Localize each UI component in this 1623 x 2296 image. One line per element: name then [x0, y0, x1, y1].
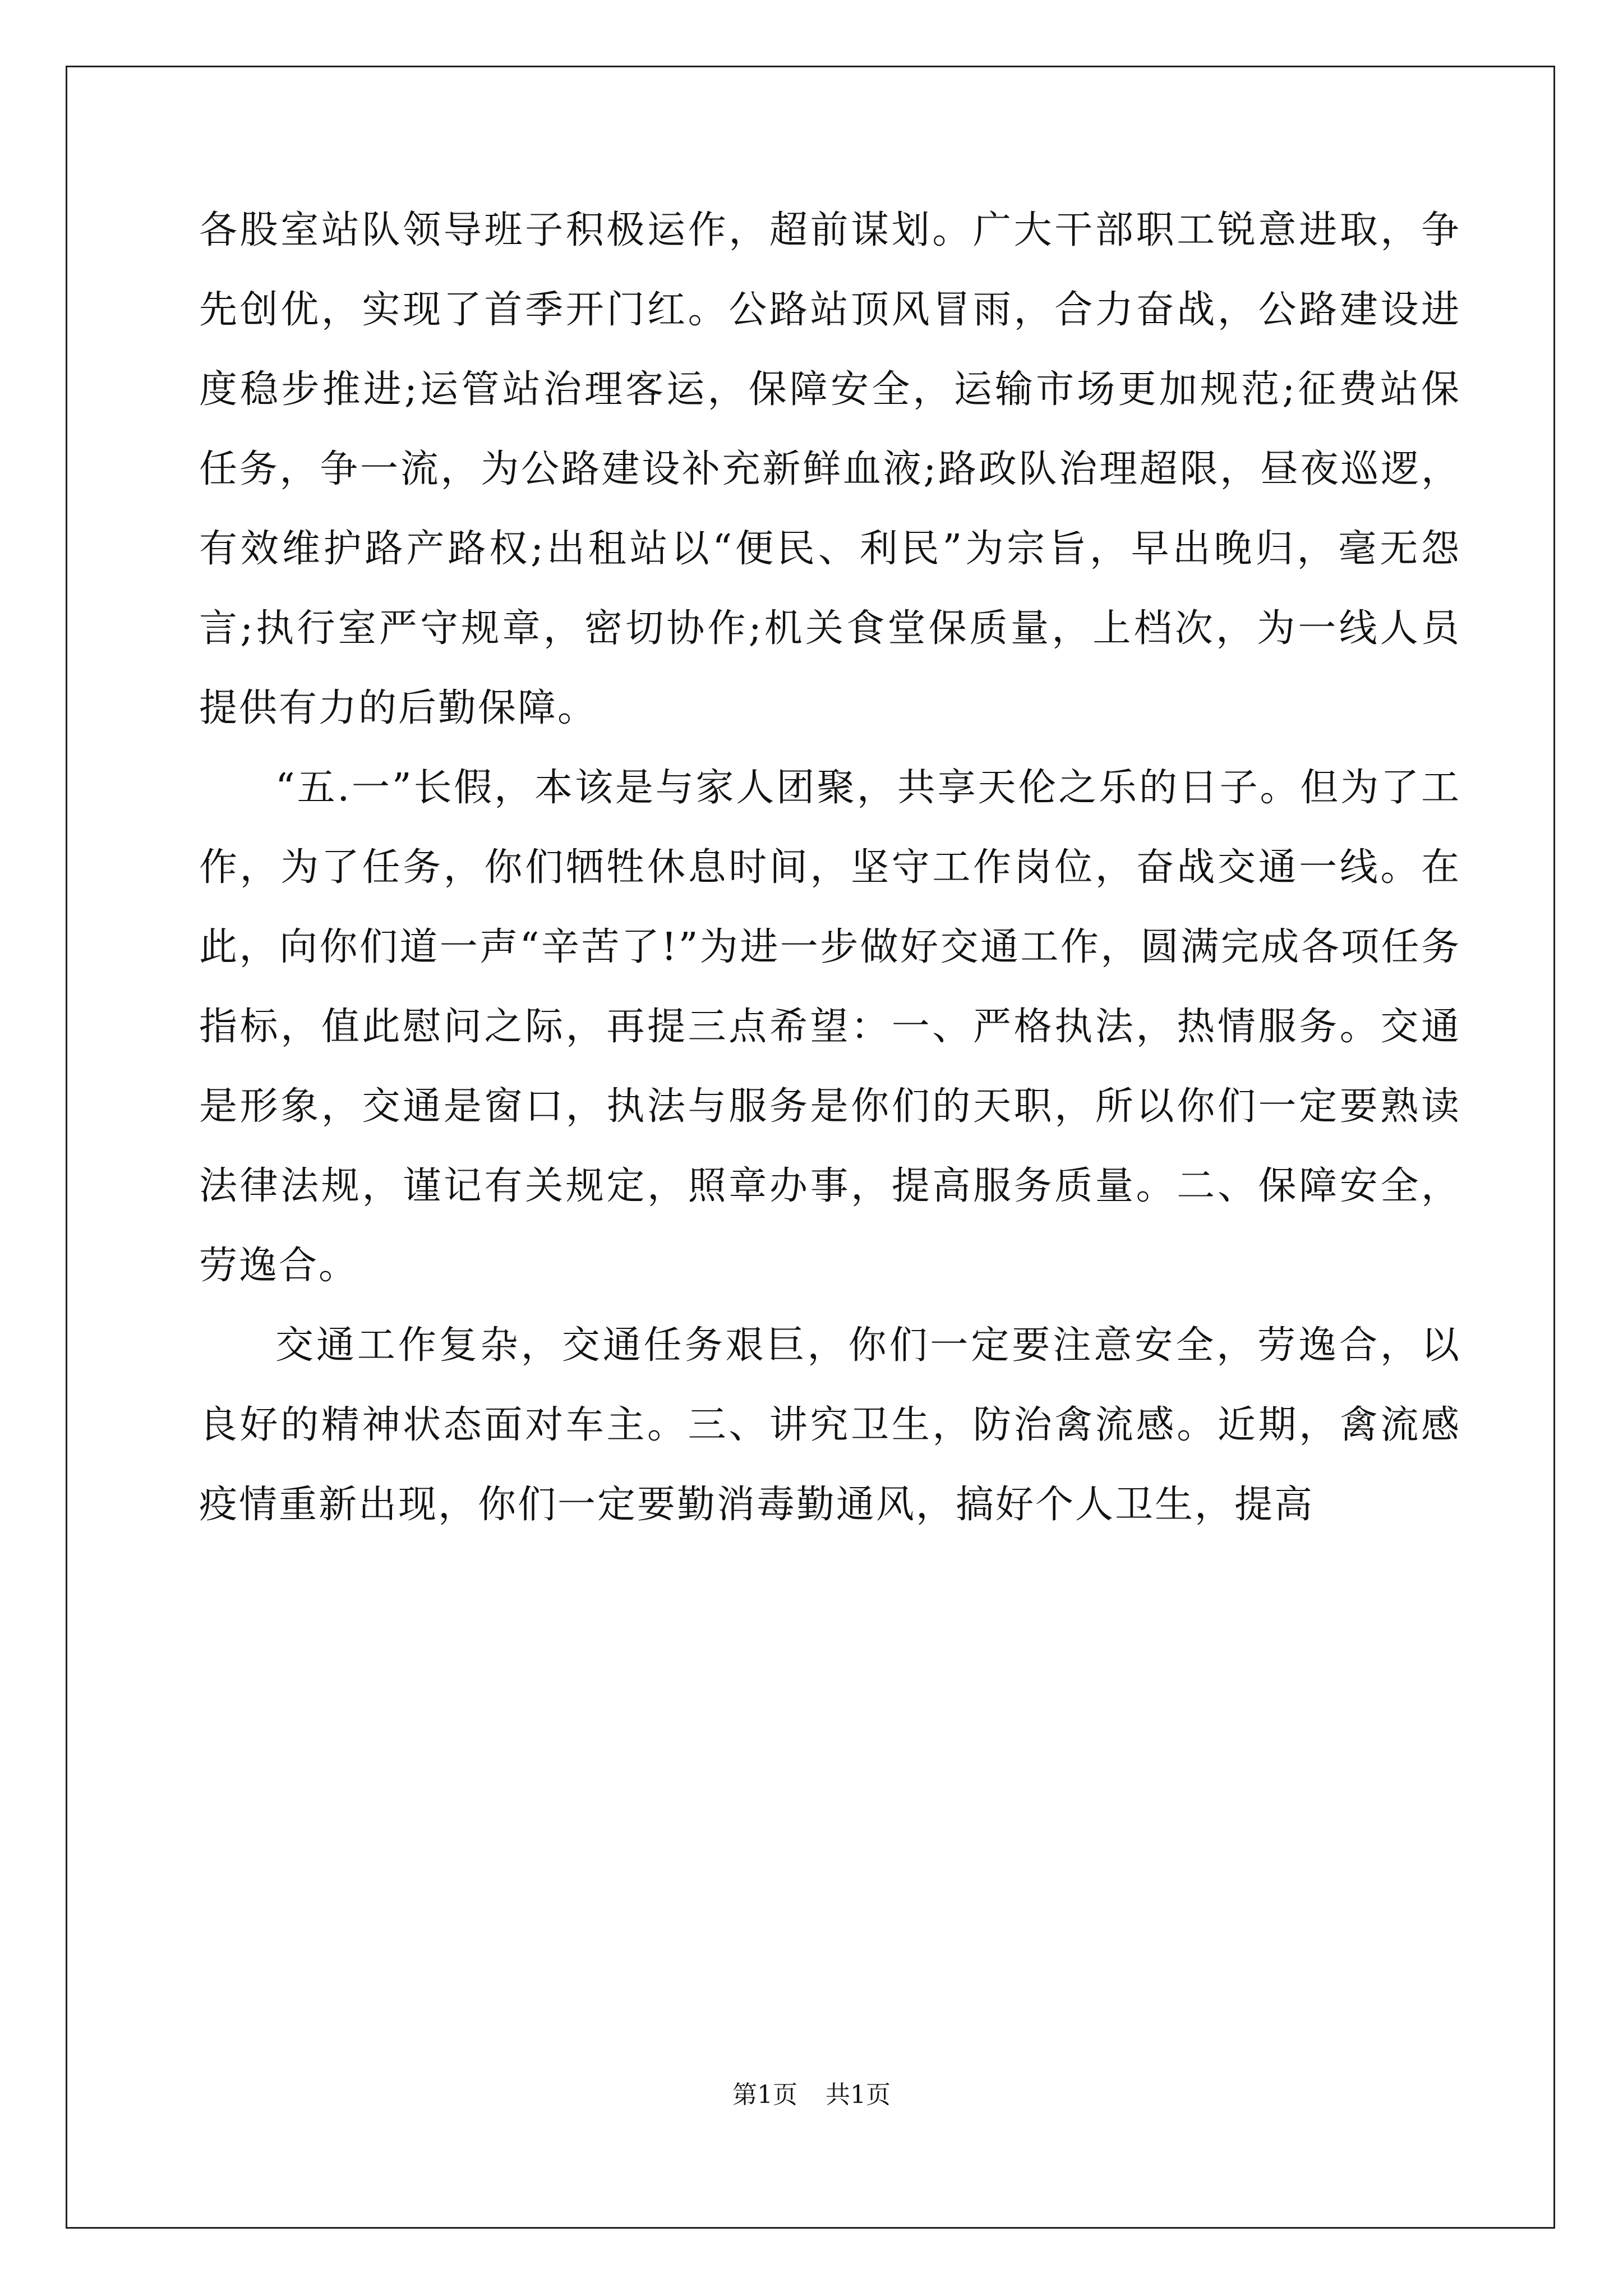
paragraph-2: “五.一”长假，本该是与家人团聚，共享天伦之乐的日子。但为了工作，为了任务，你们牺牲休息时间，坚守工作岗位，奋战交通一线。在此，向你们道一声“辛苦了!”为进一步做好交通工作，圆满完成各项任务指标，值此慰问之际，再提三点希望：一、严格执法，热情服务。交通是形象，交通是窗口，执法与服务是你们的天职，所以你们一定要熟读法律法规，谨记有关规定，照章办事，提高服务质量。二、保障安全，劳逸合。 — [199, 766, 1461, 1288]
page-footer — [0, 2078, 1623, 2112]
page-number: 第1页 — [732, 2081, 797, 2109]
document-body — [199, 191, 1461, 1545]
paragraph-1: 各股室站队领导班子积极运作，超前谋划。广大干部职工锐意进取，争先创优，实现了首季开门红。公路站顶风冒雨，合力奋战，公路建设进度稳步推进;运管站治理客运，保障安全，运输市场更加规范;征费站保任务，争一流，为公路建设补充新鲜血液;路政队治理超限，昼夜巡逻，有效维护路产路权;出租站以“便民、利民”为宗旨，早出晚归，毫无怨言;执行室严守规章，密切协作;机关食堂保质量，上档次，为一线人员提供有力的后勤保障。 — [199, 208, 1461, 730]
paragraph-3: 交通工作复杂，交通任务艰巨，你们一定要注意安全，劳逸合，以良好的精神状态面对车主。三、讲究卫生，防治禽流感。近期，禽流感疫情重新出现，你们一定要勤消毒勤通风，搞好个人卫生，提高 — [199, 1323, 1461, 1527]
page-total: 共1页 — [826, 2081, 891, 2109]
